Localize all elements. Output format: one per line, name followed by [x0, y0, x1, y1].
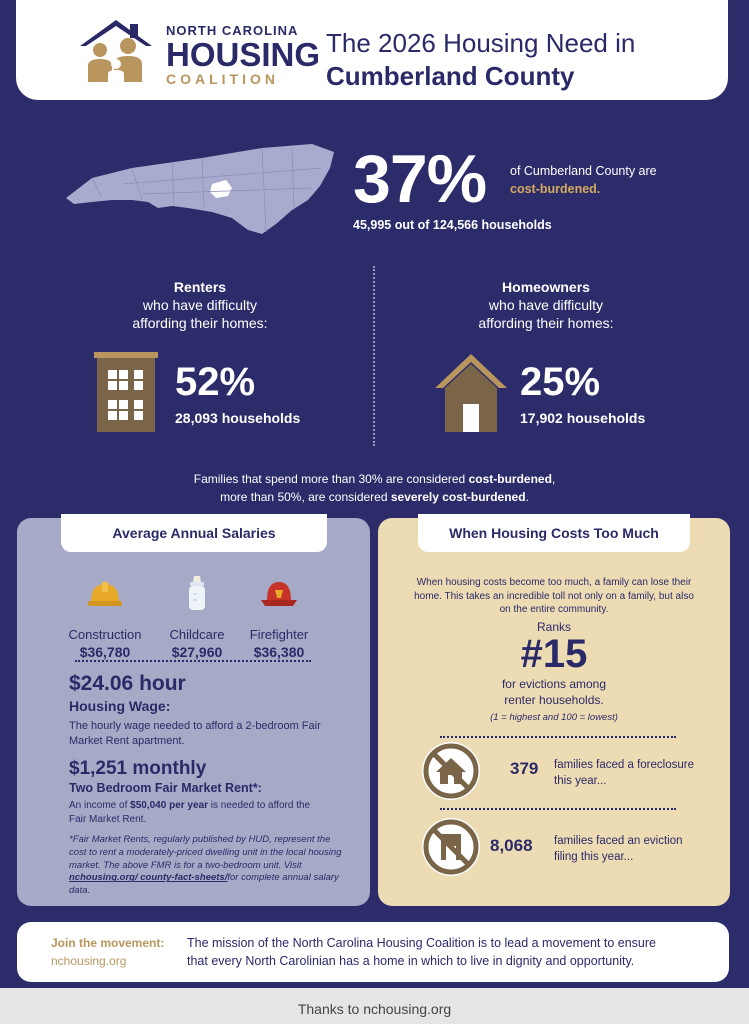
no-eviction-icon	[422, 818, 480, 876]
eviction-rank: #15	[520, 632, 588, 676]
north-carolina-map-icon	[62, 138, 342, 238]
salaries-panel-title: Average Annual Salaries	[61, 514, 327, 552]
homeowners-households: 17,902 households	[520, 410, 646, 426]
cost-burdened-desc-accent: cost-burdened.	[510, 182, 601, 197]
page-title	[326, 28, 635, 92]
attribution-text: Thanks to nchousing.org	[297, 1001, 452, 1017]
renters-title: Renters	[173, 279, 227, 295]
eviction-count: 8,068	[490, 836, 533, 855]
housing-wage-value: $24.06 hour	[69, 672, 186, 695]
county-fact-sheets-link[interactable]: nchousing.org/ county-fact-sheets/	[69, 872, 228, 884]
job-name: Childcare	[169, 627, 225, 642]
baby-bottle-icon	[179, 576, 215, 610]
mission-line-2: that every North Carolinian has a home in which to live in dignity and opportunity.	[187, 954, 635, 969]
fmr-desc-text: An income of	[69, 800, 131, 811]
cost-burden-definition-line-2	[100, 488, 649, 506]
renters-households: 28,093 households	[175, 410, 301, 426]
job-construction	[57, 576, 153, 660]
burden-note-punct: ,	[551, 472, 556, 486]
apartment-building-icon	[94, 352, 158, 432]
burden-note-text: Families that spend more than 30% are considered	[193, 472, 469, 486]
cost-burdened-desc-line-1: of Cumberland County are	[510, 164, 657, 178]
fair-market-rent-label: Two Bedroom Fair Market Rent*:	[69, 781, 262, 795]
eviction-desc-line-2: filing this year...	[554, 850, 634, 863]
rank-desc-line-2: renter households.	[504, 693, 604, 708]
fair-market-rent-description	[69, 799, 329, 826]
foreclosure-count: 379	[510, 759, 539, 778]
coalition-logo-text	[166, 24, 320, 86]
fmr-footnote	[69, 834, 349, 898]
job-salary: $36,780	[79, 644, 131, 660]
rank-scale-note: (1 = highest and 100 = lowest)	[490, 712, 618, 723]
coalition-logo-icon	[78, 16, 154, 84]
eviction-description	[554, 834, 682, 865]
housing-costs-panel-title: When Housing Costs Too Much	[418, 514, 690, 552]
page-title-line-1: The 2026 Housing Need in	[326, 28, 636, 58]
mission-statement	[187, 934, 717, 970]
evictions-intro: When housing costs become too much, a family can lose their home. This takes an incredible toll not only on a family, but also on the entire community.	[414, 577, 694, 615]
logo-line-3: COALITION	[166, 71, 279, 87]
job-salary: $27,960	[171, 644, 223, 660]
attribution-bar	[0, 988, 749, 1024]
homeowners-line-3: affording their homes:	[478, 315, 614, 332]
join-movement-link[interactable]: nchousing.org	[51, 954, 127, 968]
foreclosure-desc-line-2: this year...	[554, 774, 607, 787]
renters-line-3: affording their homes:	[132, 315, 268, 332]
total-households: 45,995 out of 124,566 households	[353, 218, 552, 232]
homeowners-heading	[436, 278, 656, 333]
logo-line-2: HOUSING	[166, 36, 321, 73]
rank-desc-line-1: for evictions among	[501, 677, 607, 691]
footnote-text: for complete annual salary data.	[69, 872, 339, 897]
foreclosure-badge	[422, 742, 480, 800]
evictions-divider-1	[440, 736, 676, 738]
burden-note-bold: cost-burdened	[468, 472, 552, 486]
housing-wage-label: Housing Wage:	[69, 698, 171, 714]
salaries-panel	[17, 518, 370, 906]
join-movement-label: Join the movement:	[51, 936, 165, 950]
cost-burden-definition	[100, 470, 649, 506]
hard-hat-icon	[87, 576, 123, 610]
cost-burden-definition-line-1	[100, 470, 649, 488]
job-name: Construction	[68, 627, 142, 642]
homeowners-line-2: who have difficulty	[488, 297, 604, 314]
eviction-rank-description	[378, 676, 730, 708]
renters-heading	[90, 278, 310, 333]
job-salary: $36,380	[253, 644, 305, 660]
mission-footer	[17, 922, 729, 982]
homeowners-percent: 25%	[520, 360, 601, 404]
renters-owners-divider	[373, 266, 375, 446]
page-title-line-2: Cumberland County	[326, 61, 575, 91]
cost-burdened-percent: 37%	[353, 141, 487, 217]
burden-note-punct: .	[525, 490, 529, 504]
homeowners-title: Homeowners	[502, 279, 590, 295]
logo-line-1: NORTH CAROLINA	[166, 23, 299, 38]
housing-wage-description: The hourly wage needed to afford a 2-bedroom Fair Market Rent apartment.	[69, 720, 321, 747]
footnote-text: *Fair Market Rents, regularly published by HUD, represent the cost to rent a moderately-priced dwelling unit in the local housing market. The above FMR is for a two-bedroom unit. Visit	[69, 834, 342, 871]
job-firefighter	[231, 576, 327, 660]
house-icon	[433, 352, 509, 432]
cost-burdened-description	[510, 162, 657, 198]
renters-line-2: who have difficulty	[142, 297, 258, 314]
foreclosure-description	[554, 758, 694, 789]
ranks-label: Ranks	[536, 620, 571, 634]
burden-note-text: more than 50%, are considered	[220, 490, 391, 504]
fmr-desc-income: $50,040 per year	[130, 800, 208, 811]
housing-costs-panel	[378, 518, 730, 906]
mission-line-1: The mission of the North Carolina Housing Coalition is to lead a movement to ensure	[187, 936, 656, 950]
fire-helmet-icon	[261, 576, 297, 610]
evictions-divider-2	[440, 808, 676, 810]
header	[16, 0, 728, 100]
salaries-divider	[75, 660, 311, 662]
fmr-desc-text: is needed to afford the Fair Market Rent.	[69, 800, 311, 825]
renters-percent: 52%	[175, 360, 256, 404]
foreclosure-desc-line-1: families faced a foreclosure	[554, 759, 694, 771]
burden-note-bold: severely cost-burdened	[390, 490, 526, 504]
no-house-icon	[422, 742, 480, 800]
eviction-badge	[422, 818, 480, 876]
job-name: Firefighter	[249, 627, 309, 642]
fair-market-rent-value: $1,251 monthly	[69, 758, 207, 779]
eviction-desc-line-1: families faced an eviction	[554, 835, 683, 847]
